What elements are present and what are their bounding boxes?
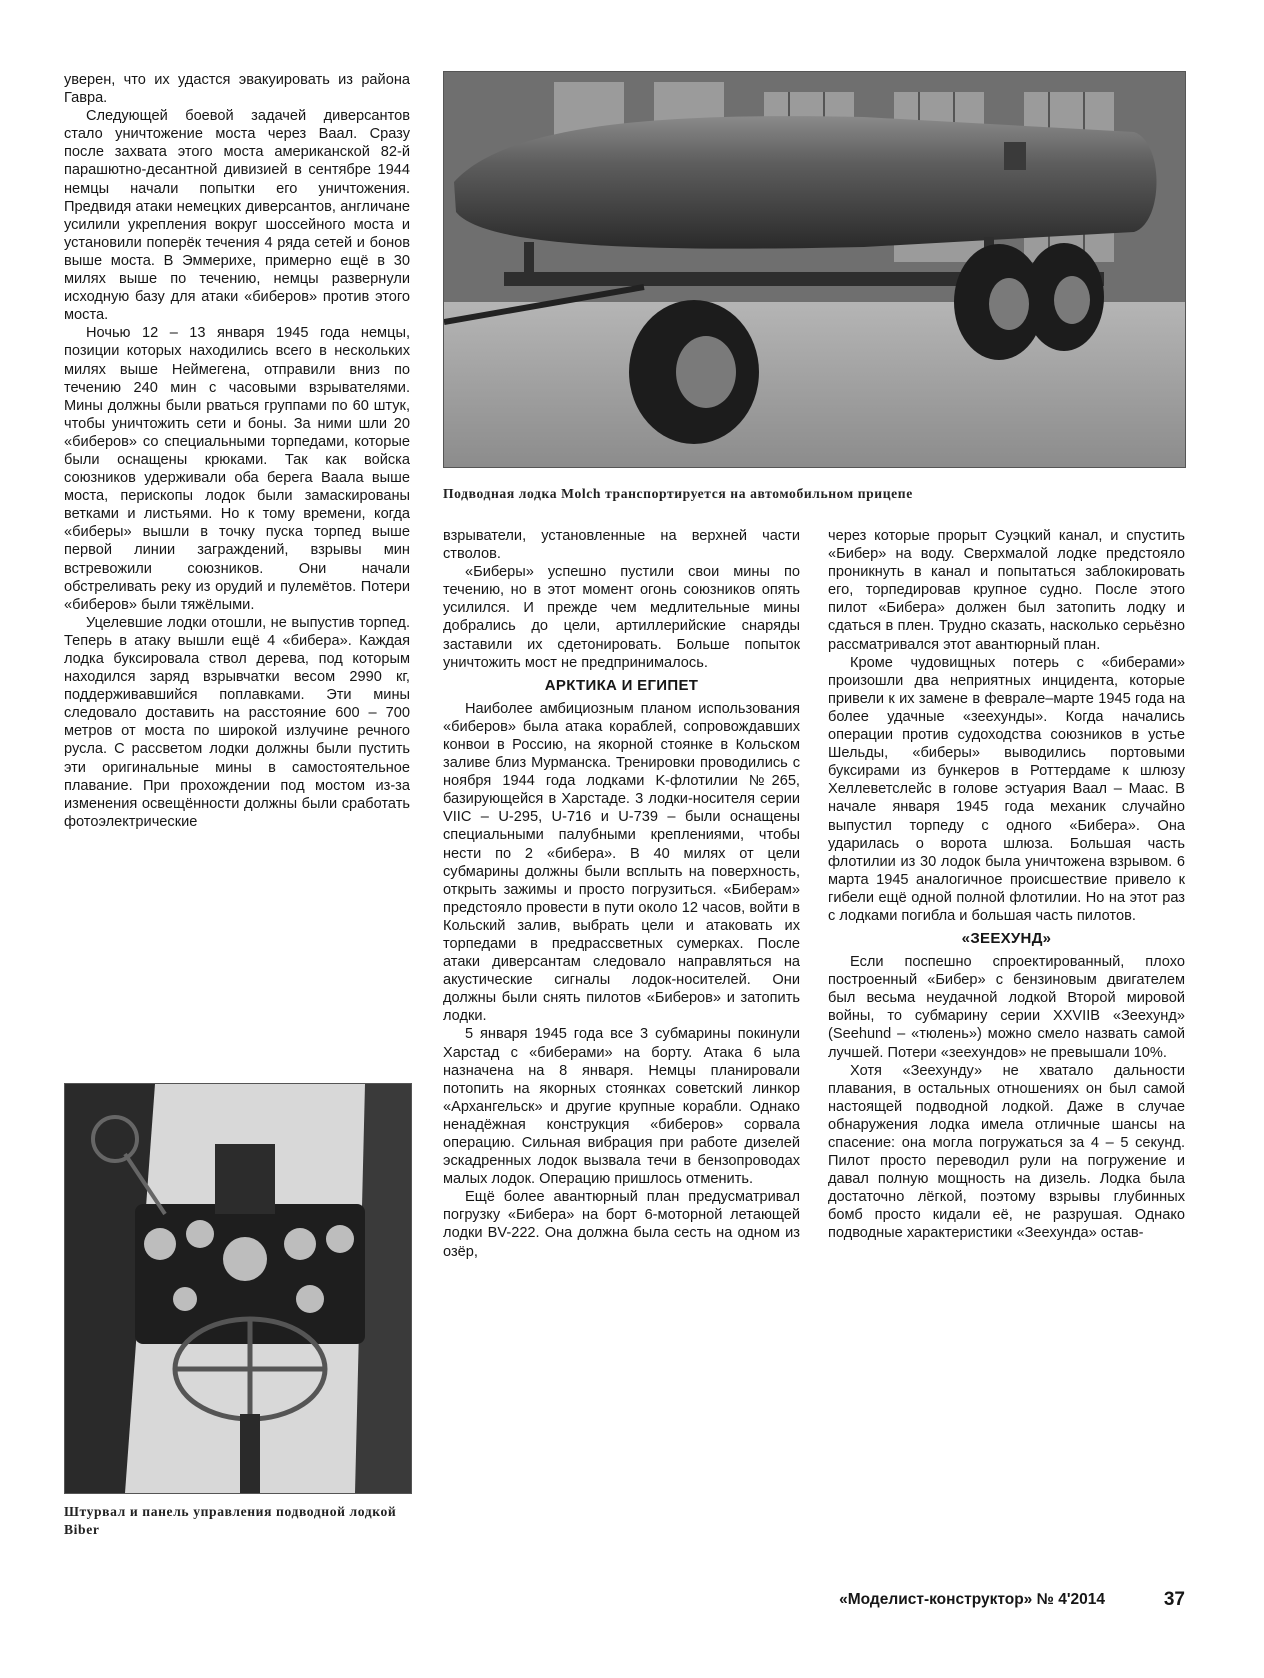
photo-control-panel-illustration: [65, 1084, 411, 1493]
paragraph: Уцелевшие лодки отошли, не выпустив торпед. Теперь в атаку вышли ещё 4 «бибера». Каждая лодка буксировала ствол дерева, под которым находился заряд взрывчатки весом 2990 кг, поддерживавшийся поплавками. Эти мины следовало доставить на расстояние 600 – 700 метров от моста по широкой излучине речного русла. С рассветом лодки должны были пустить эти оригинальные мины в самостоятельное плавание. При прохождении под мостом из-за изменения освещённости должны были сработать фотоэлектрические: [64, 614, 410, 830]
paragraph: «Биберы» успешно пустили свои мины по течению, но в этот момент огонь союзников опять усилился. И прежде чем медлительные мины добрались до цели, артиллерийские снаряды заставили их сдетонировать. Больше попыток уничтожить мост не предпринималось.: [443, 564, 800, 671]
paragraph: Следующей боевой задачей диверсантов стало уничтожение моста через Ваал. Сразу после захвата этого моста американской 82-й парашютно-десантной дивизией в сентябре 1944 немцы начали попытки его уничтожения. Предвидя атаки немецких диверсантов, англичане усилили укрепления вокруг шоссейного моста и установили поперёк течения 4 ряда сетей и бонов выше моста. В Эммерихе, примерно ещё в 30 милях выше по течению, немцы развернули исходную базу для атаки «биберов» против этого моста.: [64, 108, 410, 324]
text-column-2: [443, 527, 800, 1261]
paragraph: уверен, что их удастся эвакуировать из района Гавра.: [64, 72, 410, 107]
paragraph: Ночью 12 – 13 января 1945 года немцы, позиции которых находились всего в нескольких милях выше Неймегена, отправили вниз по течению 240 мин с часовыми взрывателями. Мины должны были рваться группами по 60 штук, чтобы уничтожить сети и боны. За ними шли 20 «биберов» со специальными торпедами, которые были оснащены крюками. Так как войска союзников удерживали оба берега Ваала выше моста, перископы лодок были замаскированы ветками и листьями. Но к тому времени, когда «биберы» вышли в точку пуска торпед выше первой линии заграждений, взрывы мин встревожили союзников. Они начали обстреливать реку из орудий и пулемётов. Потери «биберов» были тяжёлыми.: [64, 325, 410, 613]
paragraph: Ещё более авантюрный план предусматривал погрузку «Бибера» на борт 6-моторной летающей лодки BV-222. Она должна была сесть на одном из озёр,: [443, 1189, 800, 1260]
paragraph: Хотя «Зеехунду» не хватало дальности плавания, в остальных отношениях он был самой настоящей подводной лодкой. Даже в случае обнаружения лодка имела отличные шансы на спасение: она могла погружаться за 4 – 5 секунд. Пилот просто переводил рули на погружение и давал полную мощность на дизель. Лодка была достаточно лёгкой, поэтому взрывы глубинных бомб просто кидали её, не разрушая. Однако подводные характеристики «Зеехунда» остав-: [828, 1062, 1185, 1242]
paragraph: через которые прорыт Суэцкий канал, и спустить «Бибер» на воду. Сверхмалой лодке предстояло проникнуть в канал и попытаться заблокировать его, торпедировав крупное судно. После этого пилот «Бибера» должен был затопить лодку и сдаться в плен. Трудно сказать, насколько серьёзно рассматривался этот авантюрный план.: [828, 528, 1185, 653]
page-number: 37: [1163, 1589, 1185, 1610]
section-heading-arctic-egypt: АРКТИКА И ЕГИПЕТ: [544, 676, 699, 694]
paragraph: Кроме чудовищных потерь с «биберами» произошли два неприятных инцидента, которые привели к их замене в феврале–марте 1945 года на более удачные «зеехунды». Когда начались операции против судоходства союзников в устье Шельды, «биберы» выводились портовыми буксирами из бункеров в Роттердаме к шлюзу Хеллеветслейс в голове эстуария Ваал – Маас. В начале января 1945 года механик случайно выпустил торпеду с одного «Бибера». Она ударилась о ворота шлюза. Большая часть флотилии из 30 лодок была уничтожена взрывом. 6 марта 1945 аналогичное происшествие привело к гибели ещё одной полной флотилии. Но на этот раз с лодками погибла и большая часть пилотов.: [828, 654, 1185, 924]
paragraph: Наиболее амбициозным планом использования «биберов» была атака кораблей, сопровождавших конвои в Россию, на якорной стоянке в Кольском заливе близ Мурманска. Тренировки проводились с ноября 1944 года лодками K-флотилии №265, базирующейся в Харстаде. 3 лодки-носителя серии VIIC – U-295, U-716 и U-739 – были оснащены специальными палубными креплениями, чтобы нести по 2 «бибера». В 40 милях от цели субмарины должны были всплыть на поверхность, открыть зажимы и просто погрузиться. «Биберам» предстояло провести в пути около 12 часов, войти в Кольский залив, выбрать цели и атаковать их торпедами в предрассветных сумерках. После атаки диверсантам следовало направляться на акустические сигналы лодок-носителей. Они должны были снять пилотов «Биберов» и затопить лодки.: [443, 700, 800, 1025]
text-column-1: [64, 71, 410, 831]
paragraph: Если поспешно спроектированный, плохо построенный «Бибер» с бензиновым двигателем был весьма неудачной лодкой Второй мировой войны, то субмарину серии XXVIIB «Зеехунд» (Seehund – «тюлень») можно смело назвать самой лучшей. Потери «зеехундов» не превышали 10%.: [828, 954, 1185, 1061]
photo-biber-control-panel: [64, 1083, 412, 1494]
photo-molch-on-trailer: [443, 71, 1186, 468]
paragraph: взрыватели, установленные на верхней части стволов.: [443, 528, 800, 563]
photo-caption-bottom: Штурвал и панель управления подводной лодкой Biber: [64, 1504, 397, 1537]
page-footer: [680, 1591, 1185, 1615]
text-column-3: [828, 527, 1185, 1243]
magazine-title: «Моделист-конструктор» № 4'2014: [839, 1591, 1105, 1608]
paragraph: 5 января 1945 года все 3 субмарины покинули Харстад с «биберами» на борту. Атака 6 ыла назначена на 8 января. Немцы планировали потопить на якорных стоянках советский линкор «Архангельск» и другие крупные корабли. Однако ненадёжная конструкция «биберов» сорвала операцию. Сильная вибрация при работе дизелей эскадренных лодок вызвала течи в бензопроводах малых лодок. Операцию пришлось отменить.: [443, 1026, 800, 1188]
photo-molch-illustration: [444, 72, 1185, 467]
photo-caption-top: Подводная лодка Molch транспортируется на автомобильном прицепе: [443, 486, 913, 501]
section-heading-seehund: «ЗЕЕХУНД»: [961, 930, 1052, 948]
